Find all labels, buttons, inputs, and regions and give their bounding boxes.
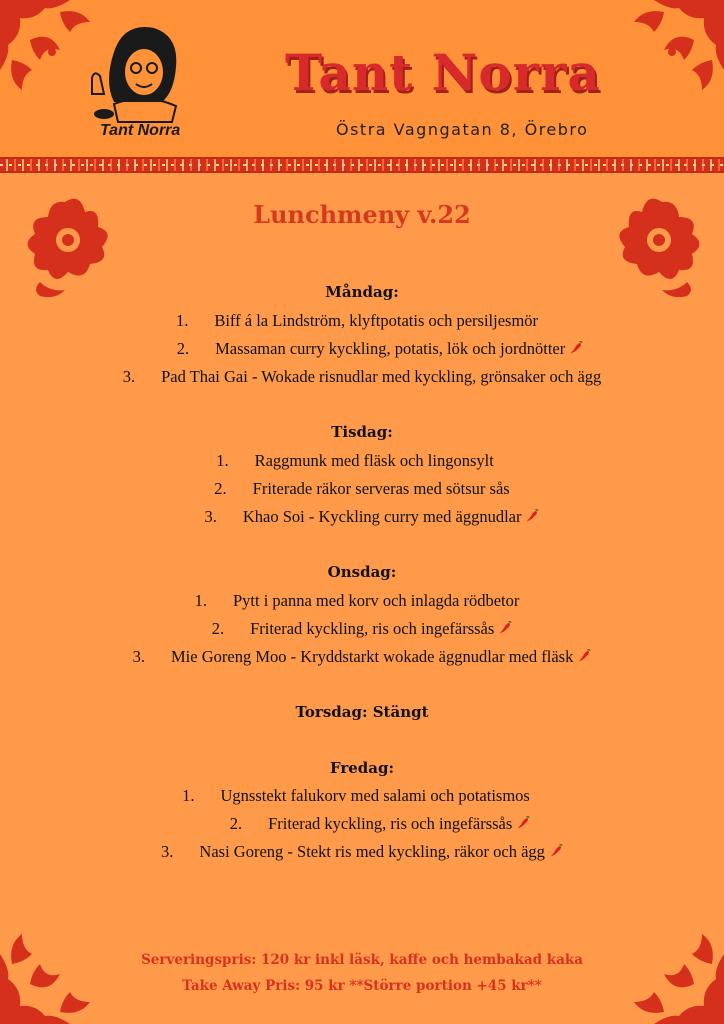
corner-ornament-icon [614, 914, 724, 1024]
item-text: Mie Goreng Moo - Kryddstarkt wokade äggnudlar med fläsk [171, 647, 574, 666]
item-number: 2. [229, 814, 243, 833]
item-number: 1. [182, 786, 195, 805]
chili-icon [498, 621, 512, 635]
day-heading: Tisdag: [331, 423, 393, 441]
chili-icon [577, 649, 591, 663]
corner-ornament-icon [0, 914, 110, 1024]
day-heading: Onsdag: [327, 563, 397, 581]
item-number: 3. [122, 367, 136, 386]
item-number: 2. [214, 479, 227, 498]
item-number: 3. [161, 842, 174, 861]
day-heading: Måndag: [325, 283, 399, 301]
item-text: Raggmunk med fläsk och lingonsylt [254, 451, 494, 470]
menu-item [0, 647, 724, 667]
menu-item [18, 814, 724, 834]
logo-text: Tant Norra [100, 122, 181, 139]
corner-ornament-icon [614, 0, 724, 110]
menu-item [0, 619, 724, 639]
item-number: 1. [194, 591, 207, 610]
item-text: Friterade räkor serveras med sötsur sås [252, 479, 510, 498]
decorative-border-band [0, 157, 724, 173]
item-number: 3. [204, 507, 217, 526]
item-number: 1. [216, 451, 229, 470]
item-text: Friterad kyckling, ris och ingefärssås [268, 814, 513, 833]
menu-item [0, 311, 719, 331]
day-heading: Fredag: [329, 759, 395, 777]
item-text: Massaman curry kyckling, potatis, lök och jordnötter [215, 339, 566, 358]
brand-title: Tant Norra [285, 43, 601, 102]
menu-item [0, 367, 724, 387]
item-number: 2. [176, 339, 190, 358]
menu-item [0, 451, 717, 471]
chili-icon [569, 341, 583, 355]
chili-icon [525, 509, 539, 523]
menu-title: Lunchmeny v.22 [253, 200, 471, 229]
menu-item [0, 479, 724, 499]
item-text: Pad Thai Gai - Wokade risnudlar med kyckling, grönsaker och ägg [161, 367, 602, 386]
item-text: Friterad kyckling, ris och ingefärssås [250, 619, 495, 638]
day-heading: Torsdag: Stängt [295, 703, 429, 721]
address: Östra Vagngatan 8, Örebro [336, 120, 589, 139]
chili-icon [516, 816, 530, 830]
item-text: Biff á la Lindström, klyftpotatis och persiljesmör [214, 311, 539, 330]
price-line: Serveringspris: 120 kr inkl läsk, kaffe och hembakad kaka [141, 952, 583, 968]
item-text: Khao Soi - Kyckling curry med äggnudlar [242, 507, 522, 526]
menu-item [0, 591, 719, 611]
item-text: Nasi Goreng - Stekt ris med kyckling, räkor och ägg [199, 842, 545, 861]
chili-icon [549, 844, 563, 858]
item-text: Ugnsstekt falukorv med salami och potatismos [220, 786, 530, 805]
menu-item [18, 339, 724, 359]
item-text: Pytt i panna med korv och inlagda rödbetor [232, 591, 520, 610]
takeaway-price-line: Take Away Pris: 95 kr **Större portion +45 kr** [182, 978, 542, 994]
item-number: 1. [175, 311, 189, 330]
menu-item [10, 507, 724, 527]
menu-item [0, 786, 718, 806]
item-number: 3. [132, 647, 146, 666]
menu-item [0, 842, 724, 862]
item-number: 2. [211, 619, 225, 638]
